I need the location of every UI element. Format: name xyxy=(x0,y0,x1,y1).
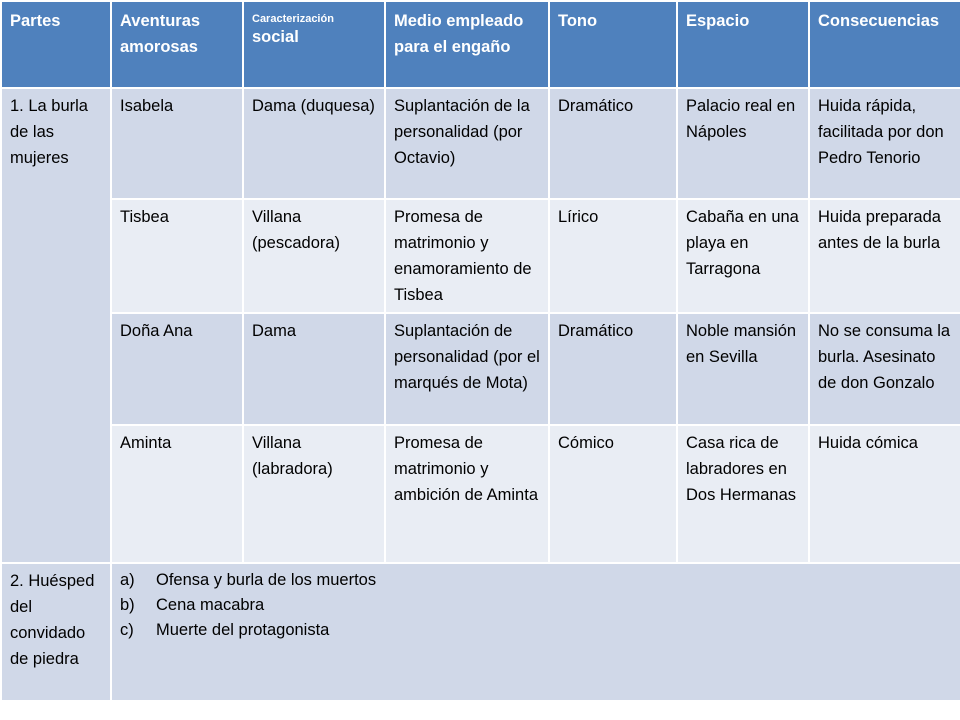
row-aventura: Tisbea xyxy=(111,199,243,313)
row-consecuencias: Huida cómica xyxy=(809,425,960,563)
part2-label: 2. Huésped del convidado de piedra xyxy=(1,563,111,701)
header-caracterizacion-line2: social xyxy=(252,28,299,46)
row-espacio: Casa rica de labradores en Dos Hermanas xyxy=(677,425,809,563)
header-espacio: Espacio xyxy=(677,1,809,88)
row-tono: Lírico xyxy=(549,199,677,313)
row-aventura: Isabela xyxy=(111,88,243,199)
row-espacio: Cabaña en una playa en Tarragona xyxy=(677,199,809,313)
list-text: Muerte del protagonista xyxy=(156,621,330,639)
row-caracterizacion: Villana (pescadora) xyxy=(243,199,385,313)
header-medio: Medio empleado para el engaño xyxy=(385,1,549,88)
row-aventura: Aminta xyxy=(111,425,243,563)
list-marker: c) xyxy=(120,621,134,639)
header-row xyxy=(1,1,960,88)
table-row xyxy=(1,199,960,313)
row-tono: Dramático xyxy=(549,88,677,199)
list-item xyxy=(120,568,952,593)
row-medio: Suplantación de la personalidad (por Octavio) xyxy=(385,88,549,199)
row-consecuencias: Huida preparada antes de la burla xyxy=(809,199,960,313)
row-consecuencias: No se consuma la burla. Asesinato de don Gonzalo xyxy=(809,313,960,425)
header-consecuencias: Consecuencias xyxy=(809,1,960,88)
list-item xyxy=(120,618,952,643)
part2-list-cell xyxy=(111,563,960,701)
part1-label: 1. La burla de las mujeres xyxy=(1,88,111,563)
row-caracterizacion: Dama (duquesa) xyxy=(243,88,385,199)
header-aventuras: Aventuras amorosas xyxy=(111,1,243,88)
row-caracterizacion: Villana (labradora) xyxy=(243,425,385,563)
list-text: Ofensa y burla de los muertos xyxy=(156,571,377,589)
row-espacio: Noble mansión en Sevilla xyxy=(677,313,809,425)
row-tono: Cómico xyxy=(549,425,677,563)
table-row xyxy=(1,88,960,199)
row-consecuencias: Huida rápida, facilitada por don Pedro Tenorio xyxy=(809,88,960,199)
list-marker: b) xyxy=(120,596,135,614)
list-item xyxy=(120,593,952,618)
table-row xyxy=(1,313,960,425)
table-row xyxy=(1,425,960,563)
header-tono: Tono xyxy=(549,1,677,88)
header-partes: Partes xyxy=(1,1,111,88)
row-medio: Promesa de matrimonio y enamoramiento de Tisbea xyxy=(385,199,549,313)
row-aventura: Doña Ana xyxy=(111,313,243,425)
table-row-part2 xyxy=(1,563,960,701)
row-caracterizacion: Dama xyxy=(243,313,385,425)
part2-list xyxy=(120,568,952,643)
header-caracterizacion-line1: Caracterización xyxy=(252,13,334,25)
list-text: Cena macabra xyxy=(156,596,265,614)
header-caracterizacion xyxy=(243,1,385,88)
list-marker: a) xyxy=(120,571,135,589)
row-tono: Dramático xyxy=(549,313,677,425)
row-medio: Suplantación de personalidad (por el marqués de Mota) xyxy=(385,313,549,425)
row-espacio: Palacio real en Nápoles xyxy=(677,88,809,199)
row-medio: Promesa de matrimonio y ambición de Aminta xyxy=(385,425,549,563)
